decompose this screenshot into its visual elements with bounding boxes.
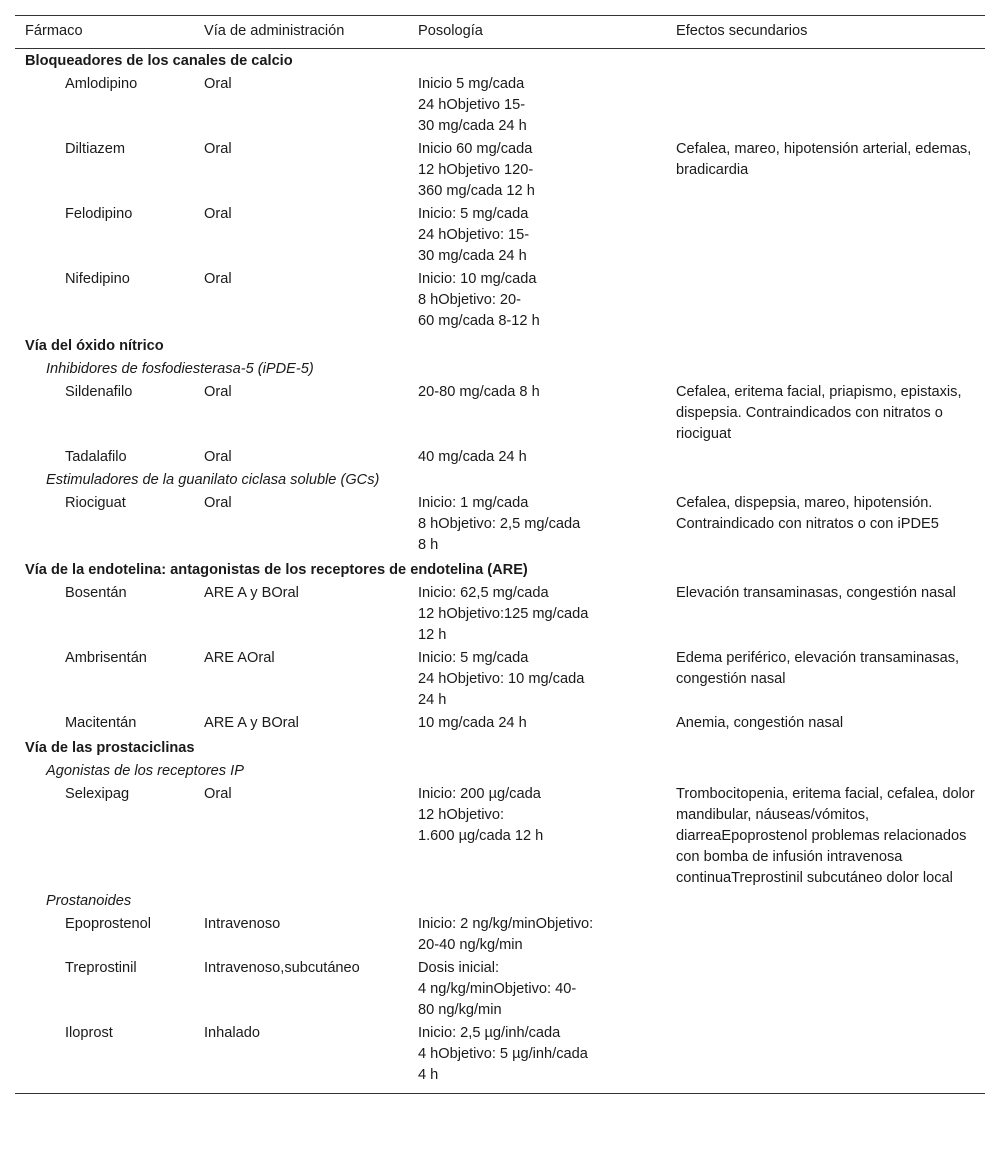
dosage-line: 4 hObjetivo: 5 µg/inh/cada bbox=[418, 1046, 588, 1062]
table-row bbox=[15, 783, 985, 890]
dosage bbox=[408, 446, 666, 469]
dosage-line: Inicio: 1 mg/cada bbox=[418, 495, 529, 511]
subsection-row bbox=[15, 469, 985, 492]
section-title: Vía de la endotelina: antagonistas de los receptores de endotelina (ARE) bbox=[25, 562, 528, 578]
drug-name: Epoprostenol bbox=[65, 916, 152, 932]
route: Oral bbox=[204, 384, 232, 400]
drug-name: Riociguat bbox=[65, 495, 126, 511]
dosage-line: Inicio: 5 mg/cada bbox=[418, 650, 529, 666]
dosage-line: Inicio 5 mg/cada bbox=[418, 76, 525, 92]
dosage-line: 24 hObjetivo: 15- bbox=[418, 227, 530, 243]
route: Oral bbox=[204, 271, 232, 287]
dosage-line: 10 mg/cada 24 h bbox=[418, 715, 527, 731]
dosage-line: 20-80 mg/cada 8 h bbox=[418, 384, 540, 400]
drug-name: Nifedipino bbox=[65, 271, 130, 287]
subsection-title: Inhibidores de fosfodiesterasa-5 (iPDE-5) bbox=[46, 361, 314, 377]
dosage-line: 12 h bbox=[418, 627, 447, 643]
drug-name: Diltiazem bbox=[65, 141, 126, 157]
subsection-row bbox=[15, 890, 985, 913]
dosage-line: 1.600 µg/cada 12 h bbox=[418, 828, 544, 844]
header-side-effects: Efectos secundarios bbox=[666, 16, 985, 49]
side-effects bbox=[666, 268, 985, 334]
route: ARE A y BOral bbox=[204, 585, 299, 601]
dosage-line: Inicio: 5 mg/cada bbox=[418, 206, 529, 222]
dosage bbox=[408, 957, 666, 1022]
dosage bbox=[408, 712, 666, 736]
drug-name: Ambrisentán bbox=[65, 650, 147, 666]
route: Inhalado bbox=[194, 1022, 408, 1094]
dosage-line: 360 mg/cada 12 h bbox=[418, 183, 535, 199]
dosage bbox=[408, 1022, 666, 1094]
section-row bbox=[15, 736, 985, 760]
route: ARE A y BOral bbox=[204, 715, 299, 731]
dosage-line: Inicio: 2 ng/kg/minObjetivo: bbox=[418, 916, 594, 932]
dosage-line: 12 hObjetivo: bbox=[418, 807, 504, 823]
drug-name: Iloprost bbox=[15, 1022, 194, 1094]
section-title: Vía de las prostaciclinas bbox=[25, 740, 195, 756]
dosage-line: 24 hObjetivo: 10 mg/cada bbox=[418, 671, 585, 687]
side-effects bbox=[666, 957, 985, 1022]
table-row bbox=[15, 1022, 985, 1094]
drug-name: Tadalafilo bbox=[65, 449, 127, 465]
dosage bbox=[408, 913, 666, 957]
dosage-line: 8 h bbox=[418, 537, 439, 553]
section-title: Bloqueadores de los canales de calcio bbox=[25, 53, 293, 69]
table-row bbox=[15, 203, 985, 268]
drug-name: Selexipag bbox=[65, 786, 130, 802]
side-effects: Elevación transaminasas, congestión nasal bbox=[676, 585, 956, 601]
section-row bbox=[15, 558, 985, 582]
dosage-line: 24 hObjetivo 15- bbox=[418, 97, 526, 113]
dosage-line: 4 ng/kg/minObjetivo: 40- bbox=[418, 981, 577, 997]
drug-name: Felodipino bbox=[65, 206, 133, 222]
table-row bbox=[15, 73, 985, 138]
header-route: Vía de administración bbox=[194, 16, 408, 49]
table-row bbox=[15, 446, 985, 469]
dosage-line: Inicio: 200 µg/cada bbox=[418, 786, 541, 802]
side-effects bbox=[666, 1022, 985, 1094]
drug-name: Macitentán bbox=[65, 715, 137, 731]
subsection-title: Prostanoides bbox=[46, 893, 132, 909]
table-row bbox=[15, 647, 985, 712]
dosage bbox=[408, 783, 666, 890]
dosage-line: 20-40 ng/kg/min bbox=[418, 937, 523, 953]
dosage bbox=[408, 73, 666, 138]
side-effects bbox=[666, 446, 985, 469]
dosage-line: 4 h bbox=[418, 1067, 439, 1083]
table-row bbox=[15, 712, 985, 736]
dosage bbox=[408, 268, 666, 334]
dosage-line: 8 hObjetivo: 20- bbox=[418, 292, 522, 308]
side-effects: Cefalea, eritema facial, priapismo, epistaxis, dispepsia. Contraindicados con nitratos o riociguat bbox=[676, 384, 962, 442]
route: Intravenoso bbox=[204, 916, 281, 932]
dosage-line: 12 hObjetivo:125 mg/cada bbox=[418, 606, 589, 622]
subsection-title: Agonistas de los receptores IP bbox=[46, 763, 244, 779]
subsection-row bbox=[15, 358, 985, 381]
dosage bbox=[408, 138, 666, 203]
side-effects: Trombocitopenia, eritema facial, cefalea, dolor mandibular, náuseas/vómitos, diarreaEpoprostenol problemas relacionados con bomba de infusión intravenosa continuaTreprostinil subcutáneo dolor local bbox=[676, 786, 975, 886]
drug-name: Sildenafilo bbox=[65, 384, 133, 400]
route: Oral bbox=[204, 786, 232, 802]
side-effects: Edema periférico, elevación transaminasas, congestión nasal bbox=[676, 650, 960, 687]
dosage-line: 12 hObjetivo 120- bbox=[418, 162, 534, 178]
side-effects bbox=[666, 913, 985, 957]
route: Oral bbox=[204, 141, 232, 157]
route: Oral bbox=[204, 449, 232, 465]
drug-name: Amlodipino bbox=[65, 76, 138, 92]
subsection-row bbox=[15, 760, 985, 783]
dosage-line: 40 mg/cada 24 h bbox=[418, 449, 527, 465]
side-effects bbox=[666, 73, 985, 138]
dosage-line: Dosis inicial: bbox=[418, 960, 500, 976]
table-row bbox=[15, 138, 985, 203]
dosage bbox=[408, 492, 666, 558]
dosage-line: 24 h bbox=[418, 692, 447, 708]
dosage-line: 30 mg/cada 24 h bbox=[418, 118, 527, 134]
dosage bbox=[408, 647, 666, 712]
route: Oral bbox=[204, 206, 232, 222]
drug-name: Treprostinil bbox=[65, 960, 137, 976]
drug-table bbox=[15, 15, 985, 1094]
route: Intravenoso,subcutáneo bbox=[204, 960, 360, 976]
dosage-line: Inicio: 2,5 µg/inh/cada bbox=[418, 1025, 561, 1041]
dosage bbox=[408, 381, 666, 446]
side-effects: Cefalea, mareo, hipotensión arterial, edemas, bradicardia bbox=[676, 141, 972, 178]
route: ARE AOral bbox=[204, 650, 275, 666]
dosage-line: 80 ng/kg/min bbox=[418, 1002, 502, 1018]
dosage-line: 30 mg/cada 24 h bbox=[418, 248, 527, 264]
section-row bbox=[15, 334, 985, 358]
table-row bbox=[15, 582, 985, 647]
table-row bbox=[15, 957, 985, 1022]
dosage bbox=[408, 582, 666, 647]
header-dosage: Posología bbox=[408, 16, 666, 49]
header-row bbox=[15, 16, 985, 49]
route: Oral bbox=[204, 76, 232, 92]
side-effects: Anemia, congestión nasal bbox=[676, 715, 844, 731]
section-row bbox=[15, 49, 985, 74]
section-title: Vía del óxido nítrico bbox=[25, 338, 164, 354]
header-drug: Fármaco bbox=[15, 16, 194, 49]
table-row bbox=[15, 913, 985, 957]
dosage bbox=[408, 203, 666, 268]
dosage-line: 60 mg/cada 8-12 h bbox=[418, 313, 540, 329]
table-row bbox=[15, 268, 985, 334]
dosage-line: Inicio: 62,5 mg/cada bbox=[418, 585, 549, 601]
dosage-line: Inicio 60 mg/cada bbox=[418, 141, 533, 157]
side-effects: Cefalea, dispepsia, mareo, hipotensión. Contraindicado con nitratos o con iPDE5 bbox=[676, 495, 939, 532]
dosage-line: 8 hObjetivo: 2,5 mg/cada bbox=[418, 516, 581, 532]
subsection-title: Estimuladores de la guanilato ciclasa soluble (GCs) bbox=[46, 472, 380, 488]
route: Oral bbox=[204, 495, 232, 511]
side-effects bbox=[666, 203, 985, 268]
table-row bbox=[15, 381, 985, 446]
table-row bbox=[15, 492, 985, 558]
dosage-line: Inicio: 10 mg/cada bbox=[418, 271, 537, 287]
drug-name: Bosentán bbox=[65, 585, 127, 601]
